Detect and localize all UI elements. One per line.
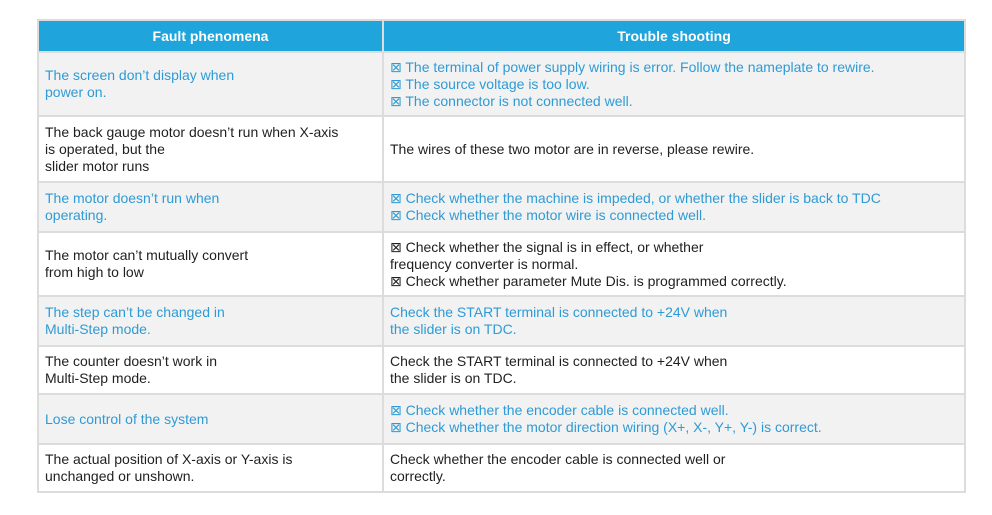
- fault-text-line: The back gauge motor doesn’t run when X-axis: [45, 123, 339, 140]
- header-fault-phenomena: Fault phenomena: [38, 20, 383, 52]
- fault-text-line: unchanged or unshown.: [45, 468, 195, 484]
- fault-text-line: is operated, but the: [45, 140, 165, 157]
- fault-troubleshooting-table: [37, 19, 966, 493]
- table-body: [38, 52, 965, 492]
- fault-text-line: operating.: [45, 207, 108, 223]
- trouble-shooting-cell: [383, 394, 965, 444]
- fault-text-line: Multi-Step mode.: [45, 370, 151, 386]
- trouble-shooting-cell: [383, 116, 965, 182]
- trouble-shooting-cell: [383, 296, 965, 346]
- fix-text-line: ⊠ Check whether the machine is impeded, or whether the slider is back to TDC: [390, 190, 881, 206]
- table-row: [38, 346, 965, 394]
- fault-phenomenon-cell: [38, 182, 383, 232]
- fault-phenomenon-cell: [38, 296, 383, 346]
- fault-phenomenon-cell: [38, 346, 383, 394]
- fault-text-line: The motor doesn’t run when: [45, 190, 220, 206]
- trouble-shooting-cell: [383, 444, 965, 492]
- fault-phenomenon-cell: [38, 116, 383, 182]
- fault-text-line: The step can’t be changed in: [45, 304, 225, 320]
- table-row: [38, 394, 965, 444]
- fault-text-line: from high to low: [45, 264, 144, 280]
- fault-text-line: Multi-Step mode.: [45, 321, 151, 337]
- table-row: [38, 116, 965, 182]
- fix-text-line: ⊠ Check whether the signal is in effect, or whether: [390, 238, 704, 255]
- fix-text-line: correctly.: [390, 468, 446, 484]
- fix-text-line: Check the START terminal is connected to +24V when: [390, 353, 728, 369]
- fix-text-line: ⊠ Check whether parameter Mute Dis. is programmed correctly.: [390, 272, 787, 289]
- header-trouble-shooting: Trouble shooting: [383, 20, 965, 52]
- fault-text-line: The actual position of X-axis or Y-axis is: [45, 451, 293, 467]
- fault-text-line: The screen don’t display when: [45, 67, 235, 83]
- table-row: [38, 444, 965, 492]
- fault-phenomenon-cell: [38, 52, 383, 116]
- fix-text-line: ⊠ Check whether the motor wire is connected well.: [390, 207, 706, 223]
- fix-text-line: Check the START terminal is connected to +24V when: [390, 304, 728, 320]
- fault-text-line: The motor can’t mutually convert: [45, 247, 249, 263]
- fix-text-line: Check whether the encoder cable is connected well or: [390, 451, 726, 467]
- table-header-row: [38, 20, 965, 52]
- trouble-shooting-cell: [383, 232, 965, 296]
- fix-text-line: ⊠ The source voltage is too low.: [390, 75, 590, 92]
- fix-text-line: ⊠ The connector is not connected well.: [390, 92, 633, 109]
- fix-text-line: ⊠ Check whether the motor direction wiring (X+, X-, Y+, Y-) is correct.: [390, 419, 822, 435]
- table-row: [38, 232, 965, 296]
- trouble-shooting-cell: [383, 346, 965, 394]
- fault-phenomenon-cell: [38, 444, 383, 492]
- fault-text-line: The counter doesn’t work in: [45, 353, 217, 369]
- fix-text-line: The wires of these two motor are in reverse, please rewire.: [390, 140, 755, 157]
- trouble-shooting-cell: [383, 182, 965, 232]
- fault-phenomenon-cell: [38, 394, 383, 444]
- fault-phenomenon-cell: [38, 232, 383, 296]
- fault-text-line: power on.: [45, 84, 107, 100]
- fix-text-line: the slider is on TDC.: [390, 321, 517, 337]
- fault-text-line: slider motor runs: [45, 157, 150, 174]
- fix-text-line: ⊠ The terminal of power supply wiring is error. Follow the nameplate to rewire.: [390, 58, 875, 75]
- table-row: [38, 52, 965, 116]
- table-row: [38, 182, 965, 232]
- fix-text-line: ⊠ Check whether the encoder cable is connected well.: [390, 402, 729, 418]
- fix-text-line: frequency converter is normal.: [390, 255, 579, 272]
- fix-text-line: the slider is on TDC.: [390, 370, 517, 386]
- table-row: [38, 296, 965, 346]
- trouble-shooting-cell: [383, 52, 965, 116]
- fault-text-line: Lose control of the system: [45, 410, 209, 427]
